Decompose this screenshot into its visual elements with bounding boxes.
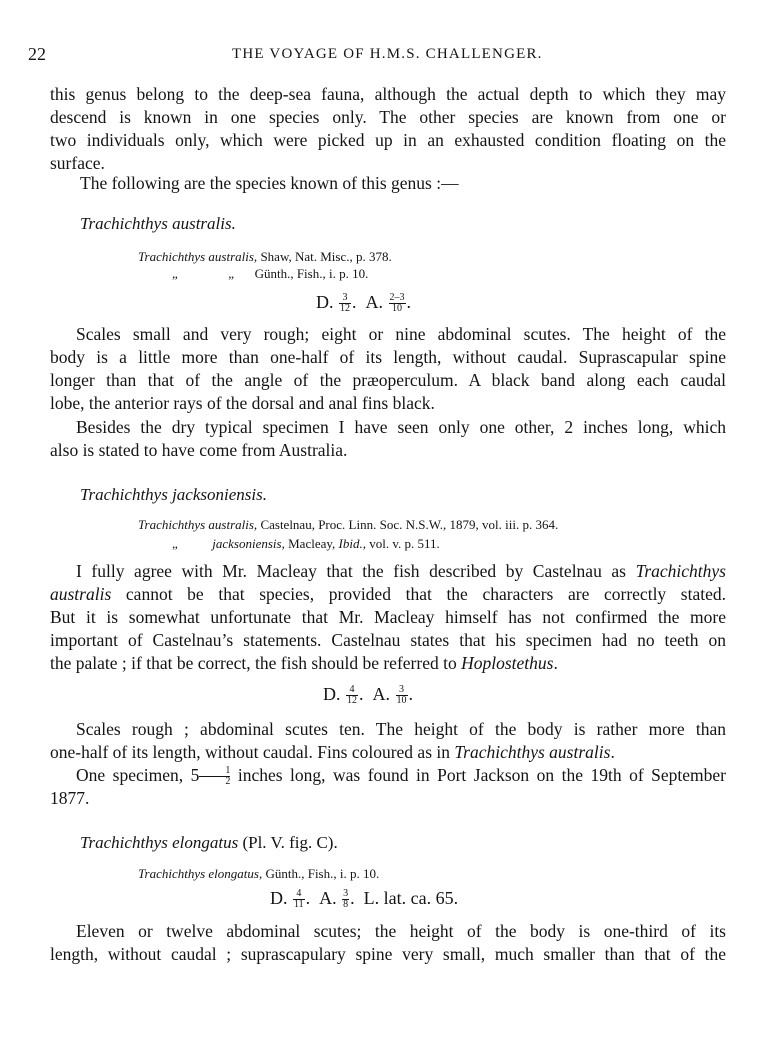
fin-formula: D. $\frac{4}{11}$ . A. $\frac{3}{8}$ . L. lat. ca. 65.: [270, 888, 459, 911]
species-name: Trachichthys elongatus: [80, 833, 239, 852]
jacksoniensis-description: [50, 718, 726, 764]
synonym-line: [138, 249, 392, 265]
text-line: the palate ; if that be correct, the fish should be referred to Hoplostethus.: [50, 653, 558, 673]
text-line: Scales rough ; abdominal scutes ten. The height of the body is rather more than: [76, 719, 726, 739]
lateral-line-count: L. lat. ca. 65.: [363, 888, 459, 908]
synonym-name: Trachichthys elongatus,: [138, 866, 263, 881]
species-heading-australis: Trachichthys australis.: [80, 214, 236, 233]
intro-paragraph: [50, 83, 726, 175]
dorsal-label: D.: [270, 888, 288, 908]
anal-label: A.: [372, 684, 390, 704]
dorsal-label: D.: [316, 292, 334, 312]
australis-description: [50, 323, 726, 415]
half-fraction: $\frac{1}{2}$: [199, 766, 230, 787]
anal-fraction: $\frac{3}{10}$: [396, 684, 407, 707]
anal-label: A.: [319, 888, 337, 908]
text-line: Scales small and very rough; eight or nine abdominal scutes. The height of the: [76, 324, 726, 344]
synonym-reference: Günth., Fish., i. p. 10.: [265, 866, 380, 881]
text-line: lobe, the anterior rays of the dorsal and anal fins black.: [50, 393, 435, 413]
text-line: australis cannot be that species, provided that the characters are correctly stated.: [50, 584, 726, 604]
text-line: Besides the dry typical specimen I have seen only one other, 2 inches long, which: [76, 417, 726, 437]
text-line: this genus belong to the deep-sea fauna, although the actual depth to which they may: [50, 84, 726, 104]
dorsal-fraction: $\frac{4}{11}$: [294, 888, 304, 911]
text-line: two individuals only, which were picked up in an exhausted condition floating on the: [50, 130, 726, 150]
text-line: length, without caudal ; suprascapulary spine very small, much smaller than that of the: [50, 944, 726, 964]
synonym-name: Trachichthys australis,: [138, 249, 258, 264]
jacksoniensis-discussion: [50, 560, 726, 675]
text-line: one-half of its length, without caudal. Fins coloured as in Trachichthys australis.: [50, 742, 615, 762]
following-line: The following are the species known of this genus :—: [80, 173, 459, 193]
synonym-line: [172, 536, 440, 552]
anal-label: A.: [365, 292, 383, 312]
text-line: But it is somewhat unfortunate that Mr. Macleay himself has not confirmed the more: [50, 607, 726, 627]
elongatus-description: [50, 920, 726, 966]
synonym-line: [138, 517, 558, 533]
text-line: surface.: [50, 153, 105, 173]
species-heading-jacksoniensis: Trachichthys jacksoniensis.: [80, 485, 267, 504]
species-heading-elongatus: [80, 833, 338, 853]
synonym-reference: vol. v. p. 511.: [369, 536, 440, 551]
text-line: important of Castelnau’s statements. Castelnau states that his specimen had no teeth on: [50, 630, 726, 650]
text-line: One specimen, 5 $\frac{1}{2}$ inches long, was found in Port Jackson on the 19th of September: [76, 765, 726, 788]
synonym-line: [138, 866, 379, 882]
synonym-name: Trachichthys australis,: [138, 517, 258, 532]
synonym-line: [172, 266, 368, 282]
synonym-reference: Macleay,: [288, 536, 336, 551]
fin-formula: D. $\frac{3}{12}$ . A. $\frac{2-3}{10}$ .: [316, 292, 411, 315]
synonym-reference: Shaw, Nat. Misc., p. 378.: [260, 249, 392, 264]
ditto-mark: „: [172, 536, 178, 551]
text-line: I fully agree with Mr. Macleay that the fish described by Castelnau as Trachichthys: [76, 561, 726, 581]
australis-besides: [50, 416, 726, 462]
ibid: Ibid.,: [338, 536, 366, 551]
text-line: body is a little more than one-half of its length, without caudal. Suprascapular spine: [50, 347, 726, 367]
anal-fraction: $\frac{3}{8}$: [343, 888, 349, 911]
dorsal-label: D.: [323, 684, 341, 704]
text-line: descend is known in one species only. The other species are known from one or: [50, 107, 726, 127]
text-line: also is stated to have come from Australia.: [50, 440, 348, 460]
page-number: 22: [28, 44, 46, 64]
fin-formula: D. $\frac{4}{12}$ . A. $\frac{3}{10}$ .: [323, 684, 413, 707]
ditto-mark: „: [172, 266, 178, 281]
dorsal-fraction: $\frac{3}{12}$: [340, 292, 350, 315]
text-line: Eleven or twelve abdominal scutes; the height of the body is one-third of its: [76, 921, 726, 941]
text-line: 1877.: [50, 788, 90, 809]
synonym-name: jacksoniensis,: [212, 536, 285, 551]
anal-fraction: $\frac{2-3}{10}$: [389, 292, 405, 315]
synonym-reference: Günth., Fish., i. p. 10.: [254, 266, 369, 281]
running-title: THE VOYAGE OF H.M.S. CHALLENGER.: [232, 46, 543, 62]
plate-reference: (Pl. V. fig. C).: [242, 833, 338, 852]
text-line: longer than that of the angle of the præoperculum. A black band along each caudal: [50, 370, 726, 390]
synonym-reference: Castelnau, Proc. Linn. Soc. N.S.W., 1879, vol. iii. p. 364.: [260, 517, 559, 532]
dorsal-fraction: $\frac{4}{12}$: [347, 684, 357, 707]
jacksoniensis-specimen: [50, 764, 726, 810]
ditto-mark: „: [228, 266, 235, 281]
